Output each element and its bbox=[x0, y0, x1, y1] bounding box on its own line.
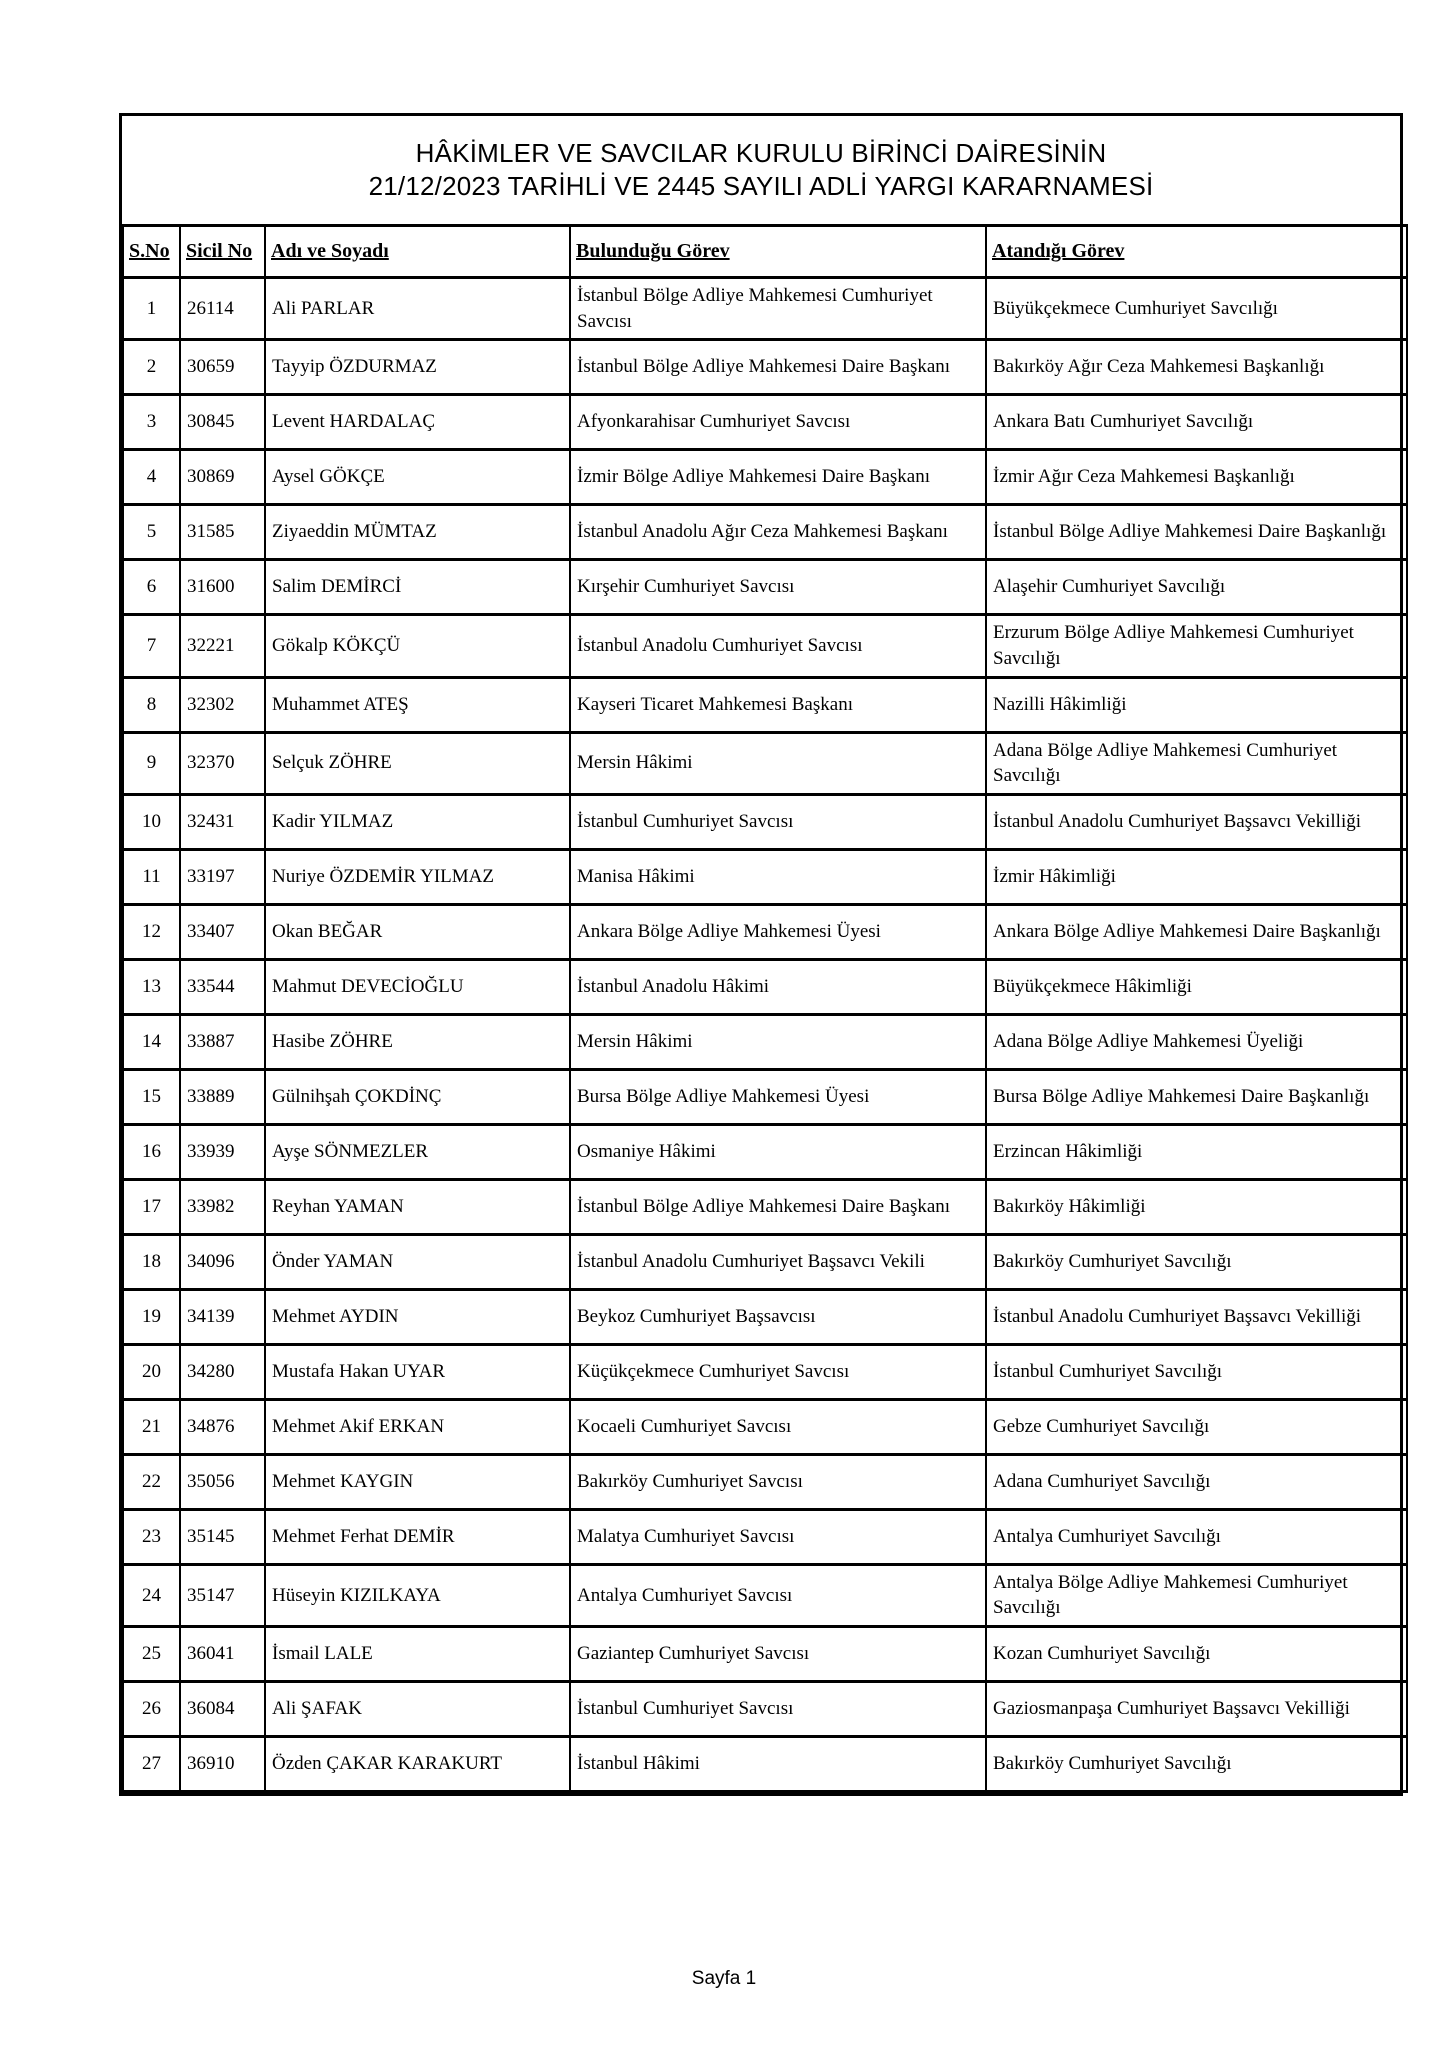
serial-cell: 27 bbox=[123, 1737, 180, 1792]
registry-no-cell: 36084 bbox=[180, 1682, 265, 1737]
current-position-cell: İstanbul Anadolu Ağır Ceza Mahkemesi Başkanı bbox=[570, 505, 986, 560]
current-position-cell: Manisa Hâkimi bbox=[570, 849, 986, 904]
table-row bbox=[123, 395, 1407, 450]
assigned-position-cell: Büyükçekmece Cumhuriyet Savcılığı bbox=[986, 278, 1407, 340]
name-cell: Levent HARDALAÇ bbox=[265, 395, 570, 450]
registry-no-cell: 33544 bbox=[180, 959, 265, 1014]
appointments-table bbox=[122, 224, 1408, 1793]
current-position-cell: İzmir Bölge Adliye Mahkemesi Daire Başkanı bbox=[570, 450, 986, 505]
title-line-1: HÂKİMLER VE SAVCILAR KURULU BİRİNCİ DAİRESİNİN bbox=[415, 138, 1107, 168]
current-position-cell: Bursa Bölge Adliye Mahkemesi Üyesi bbox=[570, 1069, 986, 1124]
registry-no-cell: 36041 bbox=[180, 1627, 265, 1682]
current-position-cell: İstanbul Anadolu Hâkimi bbox=[570, 959, 986, 1014]
table-row bbox=[123, 1737, 1407, 1792]
current-position-cell: Küçükçekmece Cumhuriyet Savcısı bbox=[570, 1344, 986, 1399]
table-row bbox=[123, 1399, 1407, 1454]
assigned-position-cell: İzmir Ağır Ceza Mahkemesi Başkanlığı bbox=[986, 450, 1407, 505]
current-position-cell: Kayseri Ticaret Mahkemesi Başkanı bbox=[570, 677, 986, 732]
assigned-position-cell: Adana Bölge Adliye Mahkemesi Üyeliği bbox=[986, 1014, 1407, 1069]
name-cell: Muhammet ATEŞ bbox=[265, 677, 570, 732]
current-position-cell: Kocaeli Cumhuriyet Savcısı bbox=[570, 1399, 986, 1454]
registry-no-cell: 35147 bbox=[180, 1564, 265, 1626]
assigned-position-cell: Nazilli Hâkimliği bbox=[986, 677, 1407, 732]
serial-cell: 7 bbox=[123, 615, 180, 677]
serial-cell: 8 bbox=[123, 677, 180, 732]
assigned-position-cell: Büyükçekmece Hâkimliği bbox=[986, 959, 1407, 1014]
name-cell: Salim DEMİRCİ bbox=[265, 560, 570, 615]
current-position-cell: İstanbul Hâkimi bbox=[570, 1737, 986, 1792]
assigned-position-cell: Erzurum Bölge Adliye Mahkemesi Cumhuriyet Savcılığı bbox=[986, 615, 1407, 677]
current-position-cell: İstanbul Bölge Adliye Mahkemesi Cumhuriyet Savcısı bbox=[570, 278, 986, 340]
serial-cell: 11 bbox=[123, 849, 180, 904]
assigned-position-cell: Ankara Bölge Adliye Mahkemesi Daire Başkanlığı bbox=[986, 904, 1407, 959]
registry-no-cell: 31585 bbox=[180, 505, 265, 560]
current-position-cell: İstanbul Bölge Adliye Mahkemesi Daire Başkanı bbox=[570, 340, 986, 395]
table-row bbox=[123, 278, 1407, 340]
header-assigned-position: Atandığı Görev bbox=[986, 226, 1407, 278]
registry-no-cell: 33197 bbox=[180, 849, 265, 904]
current-position-cell: Gaziantep Cumhuriyet Savcısı bbox=[570, 1627, 986, 1682]
name-cell: Tayyip ÖZDURMAZ bbox=[265, 340, 570, 395]
assigned-position-cell: Bursa Bölge Adliye Mahkemesi Daire Başkanlığı bbox=[986, 1069, 1407, 1124]
name-cell: Hüseyin KIZILKAYA bbox=[265, 1564, 570, 1626]
current-position-cell: İstanbul Anadolu Cumhuriyet Başsavcı Vekili bbox=[570, 1234, 986, 1289]
table-row bbox=[123, 1069, 1407, 1124]
serial-cell: 15 bbox=[123, 1069, 180, 1124]
serial-cell: 1 bbox=[123, 278, 180, 340]
current-position-cell: Malatya Cumhuriyet Savcısı bbox=[570, 1509, 986, 1564]
name-cell: Ali PARLAR bbox=[265, 278, 570, 340]
serial-cell: 25 bbox=[123, 1627, 180, 1682]
assigned-position-cell: Alaşehir Cumhuriyet Savcılığı bbox=[986, 560, 1407, 615]
serial-cell: 13 bbox=[123, 959, 180, 1014]
serial-cell: 5 bbox=[123, 505, 180, 560]
title-line-2: 21/12/2023 TARİHLİ VE 2445 SAYILI ADLİ YARGI KARARNAMESİ bbox=[368, 171, 1154, 201]
assigned-position-cell: Gebze Cumhuriyet Savcılığı bbox=[986, 1399, 1407, 1454]
assigned-position-cell: Antalya Cumhuriyet Savcılığı bbox=[986, 1509, 1407, 1564]
registry-no-cell: 33407 bbox=[180, 904, 265, 959]
table-row bbox=[123, 959, 1407, 1014]
header-serial: S.No bbox=[123, 226, 180, 278]
registry-no-cell: 35056 bbox=[180, 1454, 265, 1509]
name-cell: Aysel GÖKÇE bbox=[265, 450, 570, 505]
serial-cell: 22 bbox=[123, 1454, 180, 1509]
registry-no-cell: 34876 bbox=[180, 1399, 265, 1454]
name-cell: Mustafa Hakan UYAR bbox=[265, 1344, 570, 1399]
registry-no-cell: 32221 bbox=[180, 615, 265, 677]
header-row bbox=[123, 226, 1407, 278]
current-position-cell: İstanbul Bölge Adliye Mahkemesi Daire Başkanı bbox=[570, 1179, 986, 1234]
registry-no-cell: 33889 bbox=[180, 1069, 265, 1124]
name-cell: Kadir YILMAZ bbox=[265, 794, 570, 849]
assigned-position-cell: Bakırköy Ağır Ceza Mahkemesi Başkanlığı bbox=[986, 340, 1407, 395]
name-cell: Mehmet Ferhat DEMİR bbox=[265, 1509, 570, 1564]
table-row bbox=[123, 560, 1407, 615]
decree-document bbox=[119, 113, 1403, 1796]
name-cell: Önder YAMAN bbox=[265, 1234, 570, 1289]
serial-cell: 6 bbox=[123, 560, 180, 615]
assigned-position-cell: İstanbul Bölge Adliye Mahkemesi Daire Başkanlığı bbox=[986, 505, 1407, 560]
current-position-cell: Kırşehir Cumhuriyet Savcısı bbox=[570, 560, 986, 615]
serial-cell: 21 bbox=[123, 1399, 180, 1454]
registry-no-cell: 26114 bbox=[180, 278, 265, 340]
assigned-position-cell: İzmir Hâkimliği bbox=[986, 849, 1407, 904]
registry-no-cell: 35145 bbox=[180, 1509, 265, 1564]
serial-cell: 26 bbox=[123, 1682, 180, 1737]
table-body bbox=[123, 278, 1407, 1792]
name-cell: Mahmut DEVECİOĞLU bbox=[265, 959, 570, 1014]
table-row bbox=[123, 1124, 1407, 1179]
page-number: Sayfa 1 bbox=[691, 1968, 757, 1989]
current-position-cell: Antalya Cumhuriyet Savcısı bbox=[570, 1564, 986, 1626]
serial-cell: 12 bbox=[123, 904, 180, 959]
current-position-cell: Ankara Bölge Adliye Mahkemesi Üyesi bbox=[570, 904, 986, 959]
serial-cell: 10 bbox=[123, 794, 180, 849]
name-cell: Ziyaeddin MÜMTAZ bbox=[265, 505, 570, 560]
serial-cell: 18 bbox=[123, 1234, 180, 1289]
assigned-position-cell: Erzincan Hâkimliği bbox=[986, 1124, 1407, 1179]
name-cell: Okan BEĞAR bbox=[265, 904, 570, 959]
serial-cell: 9 bbox=[123, 732, 180, 794]
current-position-cell: Osmaniye Hâkimi bbox=[570, 1124, 986, 1179]
serial-cell: 4 bbox=[123, 450, 180, 505]
serial-cell: 24 bbox=[123, 1564, 180, 1626]
current-position-cell: Bakırköy Cumhuriyet Savcısı bbox=[570, 1454, 986, 1509]
table-row bbox=[123, 505, 1407, 560]
name-cell: Ali ŞAFAK bbox=[265, 1682, 570, 1737]
name-cell: Gülnihşah ÇOKDİNÇ bbox=[265, 1069, 570, 1124]
header-current-position: Bulunduğu Görev bbox=[570, 226, 986, 278]
registry-no-cell: 30845 bbox=[180, 395, 265, 450]
registry-no-cell: 30659 bbox=[180, 340, 265, 395]
assigned-position-cell: İstanbul Anadolu Cumhuriyet Başsavcı Vekilliği bbox=[986, 794, 1407, 849]
name-cell: Ayşe SÖNMEZLER bbox=[265, 1124, 570, 1179]
header-name: Adı ve Soyadı bbox=[265, 226, 570, 278]
registry-no-cell: 32431 bbox=[180, 794, 265, 849]
registry-no-cell: 32302 bbox=[180, 677, 265, 732]
name-cell: Mehmet AYDIN bbox=[265, 1289, 570, 1344]
name-cell: Reyhan YAMAN bbox=[265, 1179, 570, 1234]
name-cell: İsmail LALE bbox=[265, 1627, 570, 1682]
registry-no-cell: 33939 bbox=[180, 1124, 265, 1179]
registry-no-cell: 34139 bbox=[180, 1289, 265, 1344]
table-row bbox=[123, 1344, 1407, 1399]
name-cell: Mehmet KAYGIN bbox=[265, 1454, 570, 1509]
assigned-position-cell: İstanbul Anadolu Cumhuriyet Başsavcı Vekilliği bbox=[986, 1289, 1407, 1344]
serial-cell: 16 bbox=[123, 1124, 180, 1179]
current-position-cell: Beykoz Cumhuriyet Başsavcısı bbox=[570, 1289, 986, 1344]
table-row bbox=[123, 904, 1407, 959]
serial-cell: 3 bbox=[123, 395, 180, 450]
name-cell: Mehmet Akif ERKAN bbox=[265, 1399, 570, 1454]
table-row bbox=[123, 1179, 1407, 1234]
assigned-position-cell: Adana Cumhuriyet Savcılığı bbox=[986, 1454, 1407, 1509]
name-cell: Gökalp KÖKÇÜ bbox=[265, 615, 570, 677]
table-row bbox=[123, 340, 1407, 395]
table-row bbox=[123, 615, 1407, 677]
table-row bbox=[123, 1627, 1407, 1682]
registry-no-cell: 33982 bbox=[180, 1179, 265, 1234]
table-row bbox=[123, 450, 1407, 505]
registry-no-cell: 36910 bbox=[180, 1737, 265, 1792]
table-row bbox=[123, 1682, 1407, 1737]
table-row bbox=[123, 1014, 1407, 1069]
table-row bbox=[123, 677, 1407, 732]
registry-no-cell: 32370 bbox=[180, 732, 265, 794]
assigned-position-cell: İstanbul Cumhuriyet Savcılığı bbox=[986, 1344, 1407, 1399]
name-cell: Selçuk ZÖHRE bbox=[265, 732, 570, 794]
name-cell: Hasibe ZÖHRE bbox=[265, 1014, 570, 1069]
registry-no-cell: 31600 bbox=[180, 560, 265, 615]
table-row bbox=[123, 1509, 1407, 1564]
document-title bbox=[122, 116, 1400, 224]
current-position-cell: İstanbul Cumhuriyet Savcısı bbox=[570, 794, 986, 849]
table-row bbox=[123, 849, 1407, 904]
current-position-cell: Afyonkarahisar Cumhuriyet Savcısı bbox=[570, 395, 986, 450]
serial-cell: 23 bbox=[123, 1509, 180, 1564]
serial-cell: 17 bbox=[123, 1179, 180, 1234]
current-position-cell: Mersin Hâkimi bbox=[570, 732, 986, 794]
table-row bbox=[123, 1454, 1407, 1509]
assigned-position-cell: Kozan Cumhuriyet Savcılığı bbox=[986, 1627, 1407, 1682]
table-header bbox=[123, 226, 1407, 278]
serial-cell: 2 bbox=[123, 340, 180, 395]
assigned-position-cell: Bakırköy Cumhuriyet Savcılığı bbox=[986, 1234, 1407, 1289]
registry-no-cell: 34096 bbox=[180, 1234, 265, 1289]
table-row bbox=[123, 1289, 1407, 1344]
current-position-cell: İstanbul Anadolu Cumhuriyet Savcısı bbox=[570, 615, 986, 677]
registry-no-cell: 34280 bbox=[180, 1344, 265, 1399]
assigned-position-cell: Gaziosmanpaşa Cumhuriyet Başsavcı Vekilliği bbox=[986, 1682, 1407, 1737]
assigned-position-cell: Bakırköy Cumhuriyet Savcılığı bbox=[986, 1737, 1407, 1792]
assigned-position-cell: Adana Bölge Adliye Mahkemesi Cumhuriyet Savcılığı bbox=[986, 732, 1407, 794]
serial-cell: 19 bbox=[123, 1289, 180, 1344]
name-cell: Nuriye ÖZDEMİR YILMAZ bbox=[265, 849, 570, 904]
serial-cell: 20 bbox=[123, 1344, 180, 1399]
assigned-position-cell: Bakırköy Hâkimliği bbox=[986, 1179, 1407, 1234]
serial-cell: 14 bbox=[123, 1014, 180, 1069]
current-position-cell: İstanbul Cumhuriyet Savcısı bbox=[570, 1682, 986, 1737]
table-row bbox=[123, 1564, 1407, 1626]
table-row bbox=[123, 1234, 1407, 1289]
registry-no-cell: 33887 bbox=[180, 1014, 265, 1069]
assigned-position-cell: Ankara Batı Cumhuriyet Savcılığı bbox=[986, 395, 1407, 450]
assigned-position-cell: Antalya Bölge Adliye Mahkemesi Cumhuriyet Savcılığı bbox=[986, 1564, 1407, 1626]
current-position-cell: Mersin Hâkimi bbox=[570, 1014, 986, 1069]
registry-no-cell: 30869 bbox=[180, 450, 265, 505]
name-cell: Özden ÇAKAR KARAKURT bbox=[265, 1737, 570, 1792]
header-registry-no: Sicil No bbox=[180, 226, 265, 278]
table-row bbox=[123, 732, 1407, 794]
table-row bbox=[123, 794, 1407, 849]
